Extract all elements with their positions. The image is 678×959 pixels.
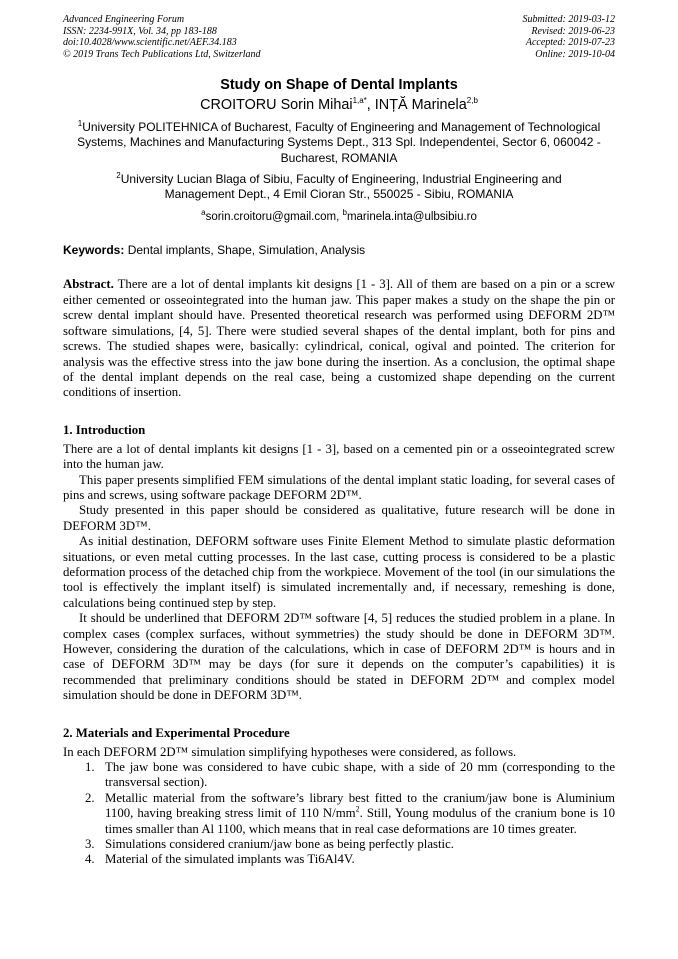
author-2: INȚĂ Marinela bbox=[374, 97, 467, 113]
journal-copyright: © 2019 Trans Tech Publications Ltd, Switzerland bbox=[63, 48, 261, 60]
list-item bbox=[63, 760, 615, 791]
date-online: Online: 2019-10-04 bbox=[535, 48, 615, 60]
paragraph: This paper presents simplified FEM simulations of the dental implant static loading, for several cases of pins and screws, using software package DEFORM 2D™. bbox=[63, 472, 615, 502]
list-item-text: Metallic material from the software’s library best fitted to the cranium/jaw bone is Aluminium 1100, having breaking stress limit of 110 N/mm bbox=[105, 790, 615, 821]
abstract bbox=[63, 277, 615, 400]
list-item bbox=[63, 837, 615, 852]
list-item-text: Simulations considered cranium/jaw bone as being perfectly plastic. bbox=[105, 837, 454, 852]
journal-info bbox=[63, 14, 261, 60]
author-list bbox=[63, 97, 615, 114]
affiliation-2-text: University Lucian Blaga of Sibiu, Faculty of Engineering, Industrial Engineering and Management Dept., 4 Emil Cioran Str., 550025 - Sibiu, ROMANIA bbox=[120, 171, 562, 202]
author-1-affiliation-mark: 1,a* bbox=[352, 96, 367, 106]
superscript: 2 bbox=[355, 805, 360, 814]
paper-title: Study on Shape of Dental Implants bbox=[220, 77, 458, 93]
abstract-label: Abstract. bbox=[63, 277, 114, 292]
abstract-text: There are a lot of dental implants kit designs [1 - 3]. All of them are based on a pin or a screw either cemented or osseointegrated into the human jaw. This paper makes a study on the shape the pin or screw dental implant should have. Presented theoretical research was performed using DEFORM 2D™ software simulations, [4, 5]. There were studied several shapes of the dental implant, both for pins and screws. The studied shapes were, basically: cylindrical, conical, ogival and pointed. The criterion for analysis was the effective stress into the jaw bone during the insertion. As a conclusion, the optimal shape of the dental implant depends on the real case, being a customized shape depending on the current conditions of insertion. bbox=[63, 277, 615, 400]
submission-dates bbox=[523, 14, 616, 60]
section-1-heading: 1. Introduction bbox=[63, 422, 146, 437]
date-submitted: Submitted: 2019-03-12 bbox=[522, 14, 615, 25]
list-item-text: The jaw bone was considered to have cubic shape, with a side of 20 mm (corresponding to the transversal section). bbox=[105, 760, 615, 790]
affiliation-2-mark: 2 bbox=[116, 170, 121, 180]
affiliation-1-text: University POLITEHNICA of Bucharest, Faculty of Engineering and Management of Technological Systems, Machines and Manufacturing Systems Dept., 313 Spl. Independentei, Sector 6, 060042 - Bucharest, ROMANIA bbox=[77, 120, 601, 165]
list-number: 4. bbox=[85, 852, 95, 867]
date-accepted: Accepted: 2019-07-23 bbox=[525, 37, 615, 48]
paragraph: There are a lot of dental implants kit designs [1 - 3], based on a cemented pin or a osseointegrated screw into the human jaw. bbox=[63, 441, 615, 472]
affiliation-2 bbox=[63, 172, 615, 203]
keywords-label: Keywords: bbox=[63, 243, 125, 258]
affiliation-1-mark: 1 bbox=[77, 119, 83, 128]
journal-doi: doi:10.4028/www.scientific.net/AEF.34.183 bbox=[63, 37, 237, 48]
date-revised: Revised: 2019-06-23 bbox=[531, 25, 615, 37]
journal-header bbox=[63, 14, 615, 60]
author-2-affiliation-mark: 2,b bbox=[466, 96, 478, 106]
keywords-text: Dental implants, Shape, Simulation, Analysis bbox=[124, 243, 366, 258]
email-separator: , bbox=[336, 211, 343, 224]
list-number: 2. bbox=[85, 790, 95, 805]
list-item bbox=[63, 852, 615, 867]
paragraph: As initial destination, DEFORM software uses Finite Element Method to simulate plastic deformation situations, or even metal cutting processes. In the last case, cutting process is considered to be a plastic deformation process of the detached chip from the workpiece. Movement of the tool (in our simulations the tool is effectively the implant itself) is simulated incrementally and, if necessary, remeshing is done, calculations being continued step by step. bbox=[63, 534, 615, 610]
email-b[interactable]: marinela.inta@ulbsibiu.ro bbox=[346, 211, 477, 224]
email-a[interactable]: sorin.croitoru@gmail.com bbox=[205, 211, 337, 224]
email-b-mark: b bbox=[342, 208, 347, 218]
list-item bbox=[63, 791, 615, 837]
paragraph: It should be underlined that DEFORM 2D™ software [4, 5] reduces the studied problem in a plane. In complex cases (complex surfaces, without symmetries) the study should be done in DEFORM 3D™. However, considering the duration of the calculations, which in case of DEFORM 2D™ is hours and in case of DEFORM 3D™ may be days (for sure it depends on the computer’s capabilities) it is recommended that preliminary conditions should be stated in DEFORM 2D™ and complex model simulation should be done in DEFORM 3D™. bbox=[63, 611, 615, 703]
author-1: CROITORU Sorin Mihai bbox=[200, 97, 353, 113]
list-number: 3. bbox=[85, 837, 95, 852]
keywords bbox=[63, 243, 615, 257]
journal-name: Advanced Engineering Forum bbox=[63, 14, 185, 25]
list-number: 1. bbox=[85, 760, 95, 775]
list-item-text: . Still, Young modulus of the cranium bone is 10 times smaller than Al 1100, which means that in real case deformations are 10 times greater. bbox=[105, 806, 615, 836]
list-item-text: Material of the simulated implants was Ti6Al4V. bbox=[105, 852, 355, 867]
affiliation-1 bbox=[63, 120, 615, 166]
section-2-heading: 2. Materials and Experimental Procedure bbox=[63, 725, 290, 740]
email-a-mark: a bbox=[201, 208, 206, 218]
paragraph: Study presented in this paper should be considered as qualitative, future research will be done in DEFORM 3D™. bbox=[63, 503, 615, 533]
author-separator: , bbox=[366, 97, 375, 113]
paper-page bbox=[63, 14, 615, 868]
paragraph: In each DEFORM 2D™ simulation simplifying hypotheses were considered, as follows. bbox=[63, 744, 517, 759]
journal-issn: ISSN: 2234-991X, Vol. 34, pp 183-188 bbox=[63, 25, 217, 37]
author-emails bbox=[63, 210, 615, 224]
hypotheses-list bbox=[63, 760, 615, 868]
